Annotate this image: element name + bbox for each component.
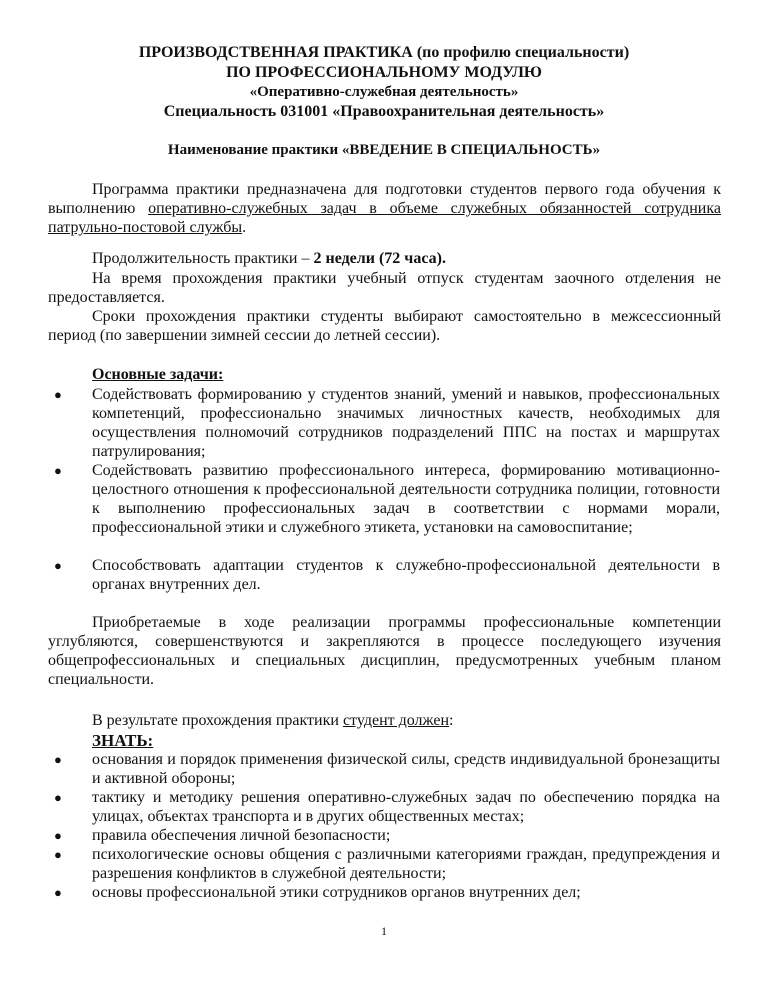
bullet-icon: ● — [54, 790, 62, 805]
leave-paragraph: На время прохождения практики учебный отпуск студентам заочного отделения не предоставляется. — [48, 270, 721, 306]
terms-paragraph: Сроки прохождения практики студенты выбирают самостоятельно в межсессионный период (по завершении зимней сессии до летней сессии). — [48, 308, 721, 344]
bullet-icon: ● — [54, 387, 62, 402]
bullet-icon: ● — [54, 828, 62, 843]
intro-text: Программа практики предназначена для подготовки студентов первого года обучения к выполнению — [48, 181, 721, 217]
bullet-icon: ● — [54, 847, 62, 862]
result-end: : — [449, 712, 454, 729]
task-item: Содействовать формированию у студентов знаний, умений и навыков, профессиональных компетенций, профессионально значимых личностных качеств, необходимых для осуществления полномочий сотрудников подразделений ППС на постах и маршрутах патрулирования; — [92, 386, 720, 460]
header-line-4: Специальность 031001 «Правоохранительная деятельность» — [163, 103, 605, 120]
know-item: правила обеспечения личной безопасности; — [92, 827, 391, 844]
header-line-2: ПО ПРОФЕССИОНАЛЬНОМУ МОДУЛЮ — [226, 64, 542, 81]
know-item: тактику и методику решения оперативно-служебных задач по обеспечению порядка на улицах, объектах транспорта и в других общественных местах; — [92, 789, 720, 825]
know-title: ЗНАТЬ: — [92, 731, 154, 750]
result-underlined-text: студент должен — [342, 712, 450, 729]
intro-end: . — [242, 219, 247, 236]
result-text: В результате прохождения практики — [92, 712, 343, 729]
know-item: основания и порядок применения физической силы, средств индивидуальной бронезащиты и активной обороны; — [92, 751, 720, 787]
page-number: 1 — [381, 924, 387, 938]
know-item: психологические основы общения с различными категориями граждан, предупреждения и разрешения конфликтов в служебной деятельности; — [92, 846, 720, 882]
duration-label: Продолжительность практики – — [92, 250, 314, 267]
task-item: Способствовать адаптации студентов к служебно-профессиональной деятельности в органах внутренних дел. — [92, 557, 720, 593]
duration-value: 2 недели (72 часа). — [313, 250, 446, 267]
duration-paragraph — [92, 250, 446, 268]
task-item: Содействовать развитию профессионального интереса, формированию мотивационно-целостного отношения к профессиональной деятельности сотрудника полиции, готовности к выполнению профессиональных задач в соответствии с нормами морали, профессиональной этики и служебного этикета, установки на самовоспитание; — [92, 462, 720, 536]
header-line-1: ПРОИЗВОДСТВЕННАЯ ПРАКТИКА (по профилю специальности) — [138, 44, 630, 61]
result-paragraph — [92, 712, 454, 730]
bullet-icon: ● — [54, 558, 62, 573]
bullet-icon: ● — [54, 463, 62, 478]
competencies-paragraph: Приобретаемые в ходе реализации программы профессиональные компетенции углубляются, совершенствуются и закрепляются в процессе последующего изучения общепрофессиональных и специальных дисциплин, предусмотренных учебным планом специальности. — [48, 614, 721, 688]
header-line-3: «Оперативно-служебная деятельность» — [249, 84, 519, 100]
bullet-icon: ● — [54, 885, 62, 900]
intro-underlined-text: оперативно-служебных задач в объеме служебных обязанностей сотрудника патрульно-постовой службы — [48, 200, 721, 236]
bullet-icon: ● — [54, 752, 62, 767]
tasks-title: Основные задачи: — [92, 366, 224, 383]
intro-paragraph — [48, 180, 721, 237]
know-item: основы профессиональной этики сотрудников органов внутренних дел; — [92, 884, 581, 901]
practice-name: Наименование практики «ВВЕДЕНИЕ В СПЕЦИАЛЬНОСТЬ» — [167, 142, 601, 158]
